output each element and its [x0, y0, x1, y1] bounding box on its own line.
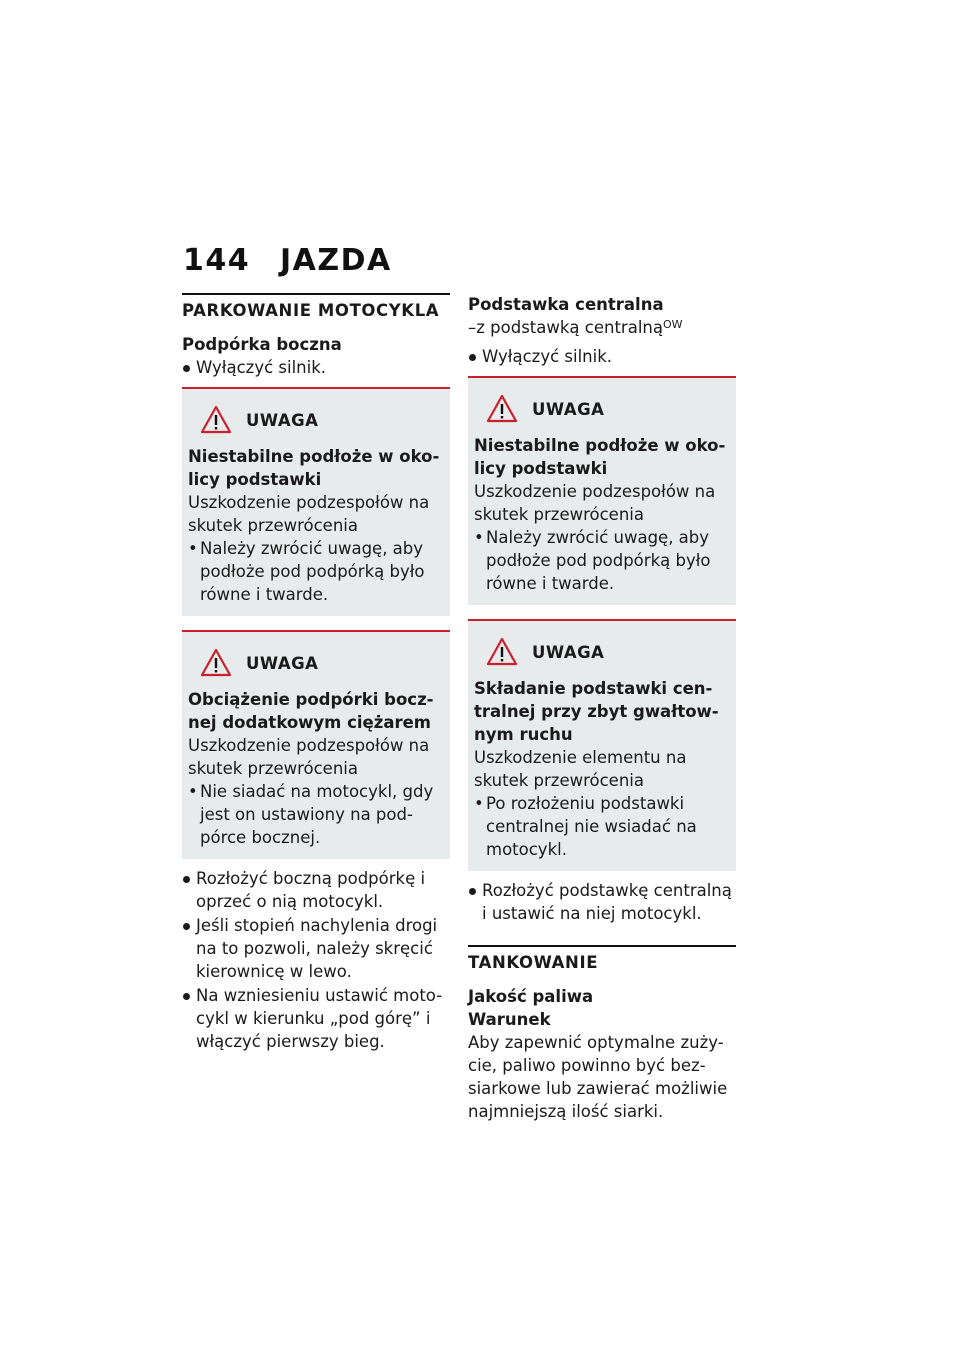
warning-header [486, 637, 730, 667]
warning-header [200, 648, 444, 678]
step-deploy-center-stand: Rozłożyć podstawkę centralną i ustawić na niej motocykl. [468, 879, 736, 925]
right-column [468, 293, 736, 1123]
variant-code: OW [662, 318, 683, 331]
warning-triangle-icon [200, 648, 232, 678]
warning-consequence: Uszkodzenie podzespołów na skutek przewrócenia [474, 482, 716, 524]
step-incline-gear: Na wzniesieniu ustawić moto-cykl w kierunku „pod górę” i włączyć pierwszy bieg. [182, 984, 450, 1053]
section-title-parking: PARKOWANIE MOTOCYKLA [182, 293, 450, 327]
warning-instruction: • Nie siadać na motocykl, gdy jest on ustawiony na pod-pórce bocznej. [188, 780, 444, 849]
subhead-requirement: Warunek [468, 1010, 551, 1029]
warning-instruction: • Należy zwrócić uwagę, aby podłoże pod podpórką było równe i twarde. [188, 537, 444, 606]
warning-title: Niestabilne podłoże w oko-licy podstawki [474, 436, 726, 478]
subhead-center-stand: Podstawka centralna [468, 295, 664, 314]
page-header [183, 243, 392, 278]
step-turn-handlebar: Jeśli stopień nachylenia drogi na to pozwoli, należy skręcić kierownicę w lewo. [182, 914, 450, 983]
warning-box-side-stand-load [182, 630, 450, 859]
warning-consequence: Uszkodzenie elementu na skutek przewrócenia [474, 748, 687, 790]
step-deploy-side-stand: Rozłożyć boczną podpórkę i oprzeć o nią motocykl. [182, 867, 450, 913]
warning-title: Niestabilne podłoże w oko-licy podstawki [188, 447, 440, 489]
warning-instruction: • Należy zwrócić uwagę, aby podłoże pod podpórką było równe i twarde. [474, 526, 730, 595]
warning-box-unstable-ground [182, 387, 450, 616]
warning-instruction: • Po rozłożeniu podstawki centralnej nie wsiadać na motocykl. [474, 792, 730, 861]
warning-consequence: Uszkodzenie podzespołów na skutek przewrócenia [188, 736, 430, 778]
variant-note [468, 316, 736, 339]
warning-triangle-icon [486, 394, 518, 424]
variant-text: –z podstawką centralną [468, 318, 663, 337]
subhead-side-stand: Podpórka boczna [182, 335, 342, 354]
page-number: 144 [183, 243, 251, 278]
warning-box-unstable-ground [468, 376, 736, 605]
warning-title: Obciążenie podpórki bocz-nej dodatkowym ciężarem [188, 690, 434, 732]
warning-header [486, 394, 730, 424]
step-engine-off: Wyłączyć silnik. [468, 345, 736, 368]
left-column [182, 293, 450, 1053]
warning-triangle-icon [486, 637, 518, 667]
warning-label: UWAGA [532, 399, 605, 419]
warning-label: UWAGA [532, 642, 605, 662]
chapter-title: JAZDA [280, 243, 392, 278]
warning-title: Składanie podstawki cen-tralnej przy zbyt gwałtow-nym ruchu [474, 679, 719, 744]
warning-triangle-icon [200, 405, 232, 435]
warning-header [200, 405, 444, 435]
section-title-refueling: TANKOWANIE [468, 945, 736, 979]
warning-box-center-stand-folding [468, 619, 736, 871]
step-engine-off: Wyłączyć silnik. [182, 356, 450, 379]
warning-label: UWAGA [246, 653, 319, 673]
subhead-fuel-quality: Jakość paliwa [468, 987, 594, 1006]
warning-consequence: Uszkodzenie podzespołów na skutek przewrócenia [188, 493, 430, 535]
warning-label: UWAGA [246, 410, 319, 430]
fuel-paragraph: Aby zapewnić optymalne zuży-cie, paliwo powinno być bez-siarkowe lub zawierać możliwie najmniejszą ilość siarki. [468, 1033, 728, 1121]
